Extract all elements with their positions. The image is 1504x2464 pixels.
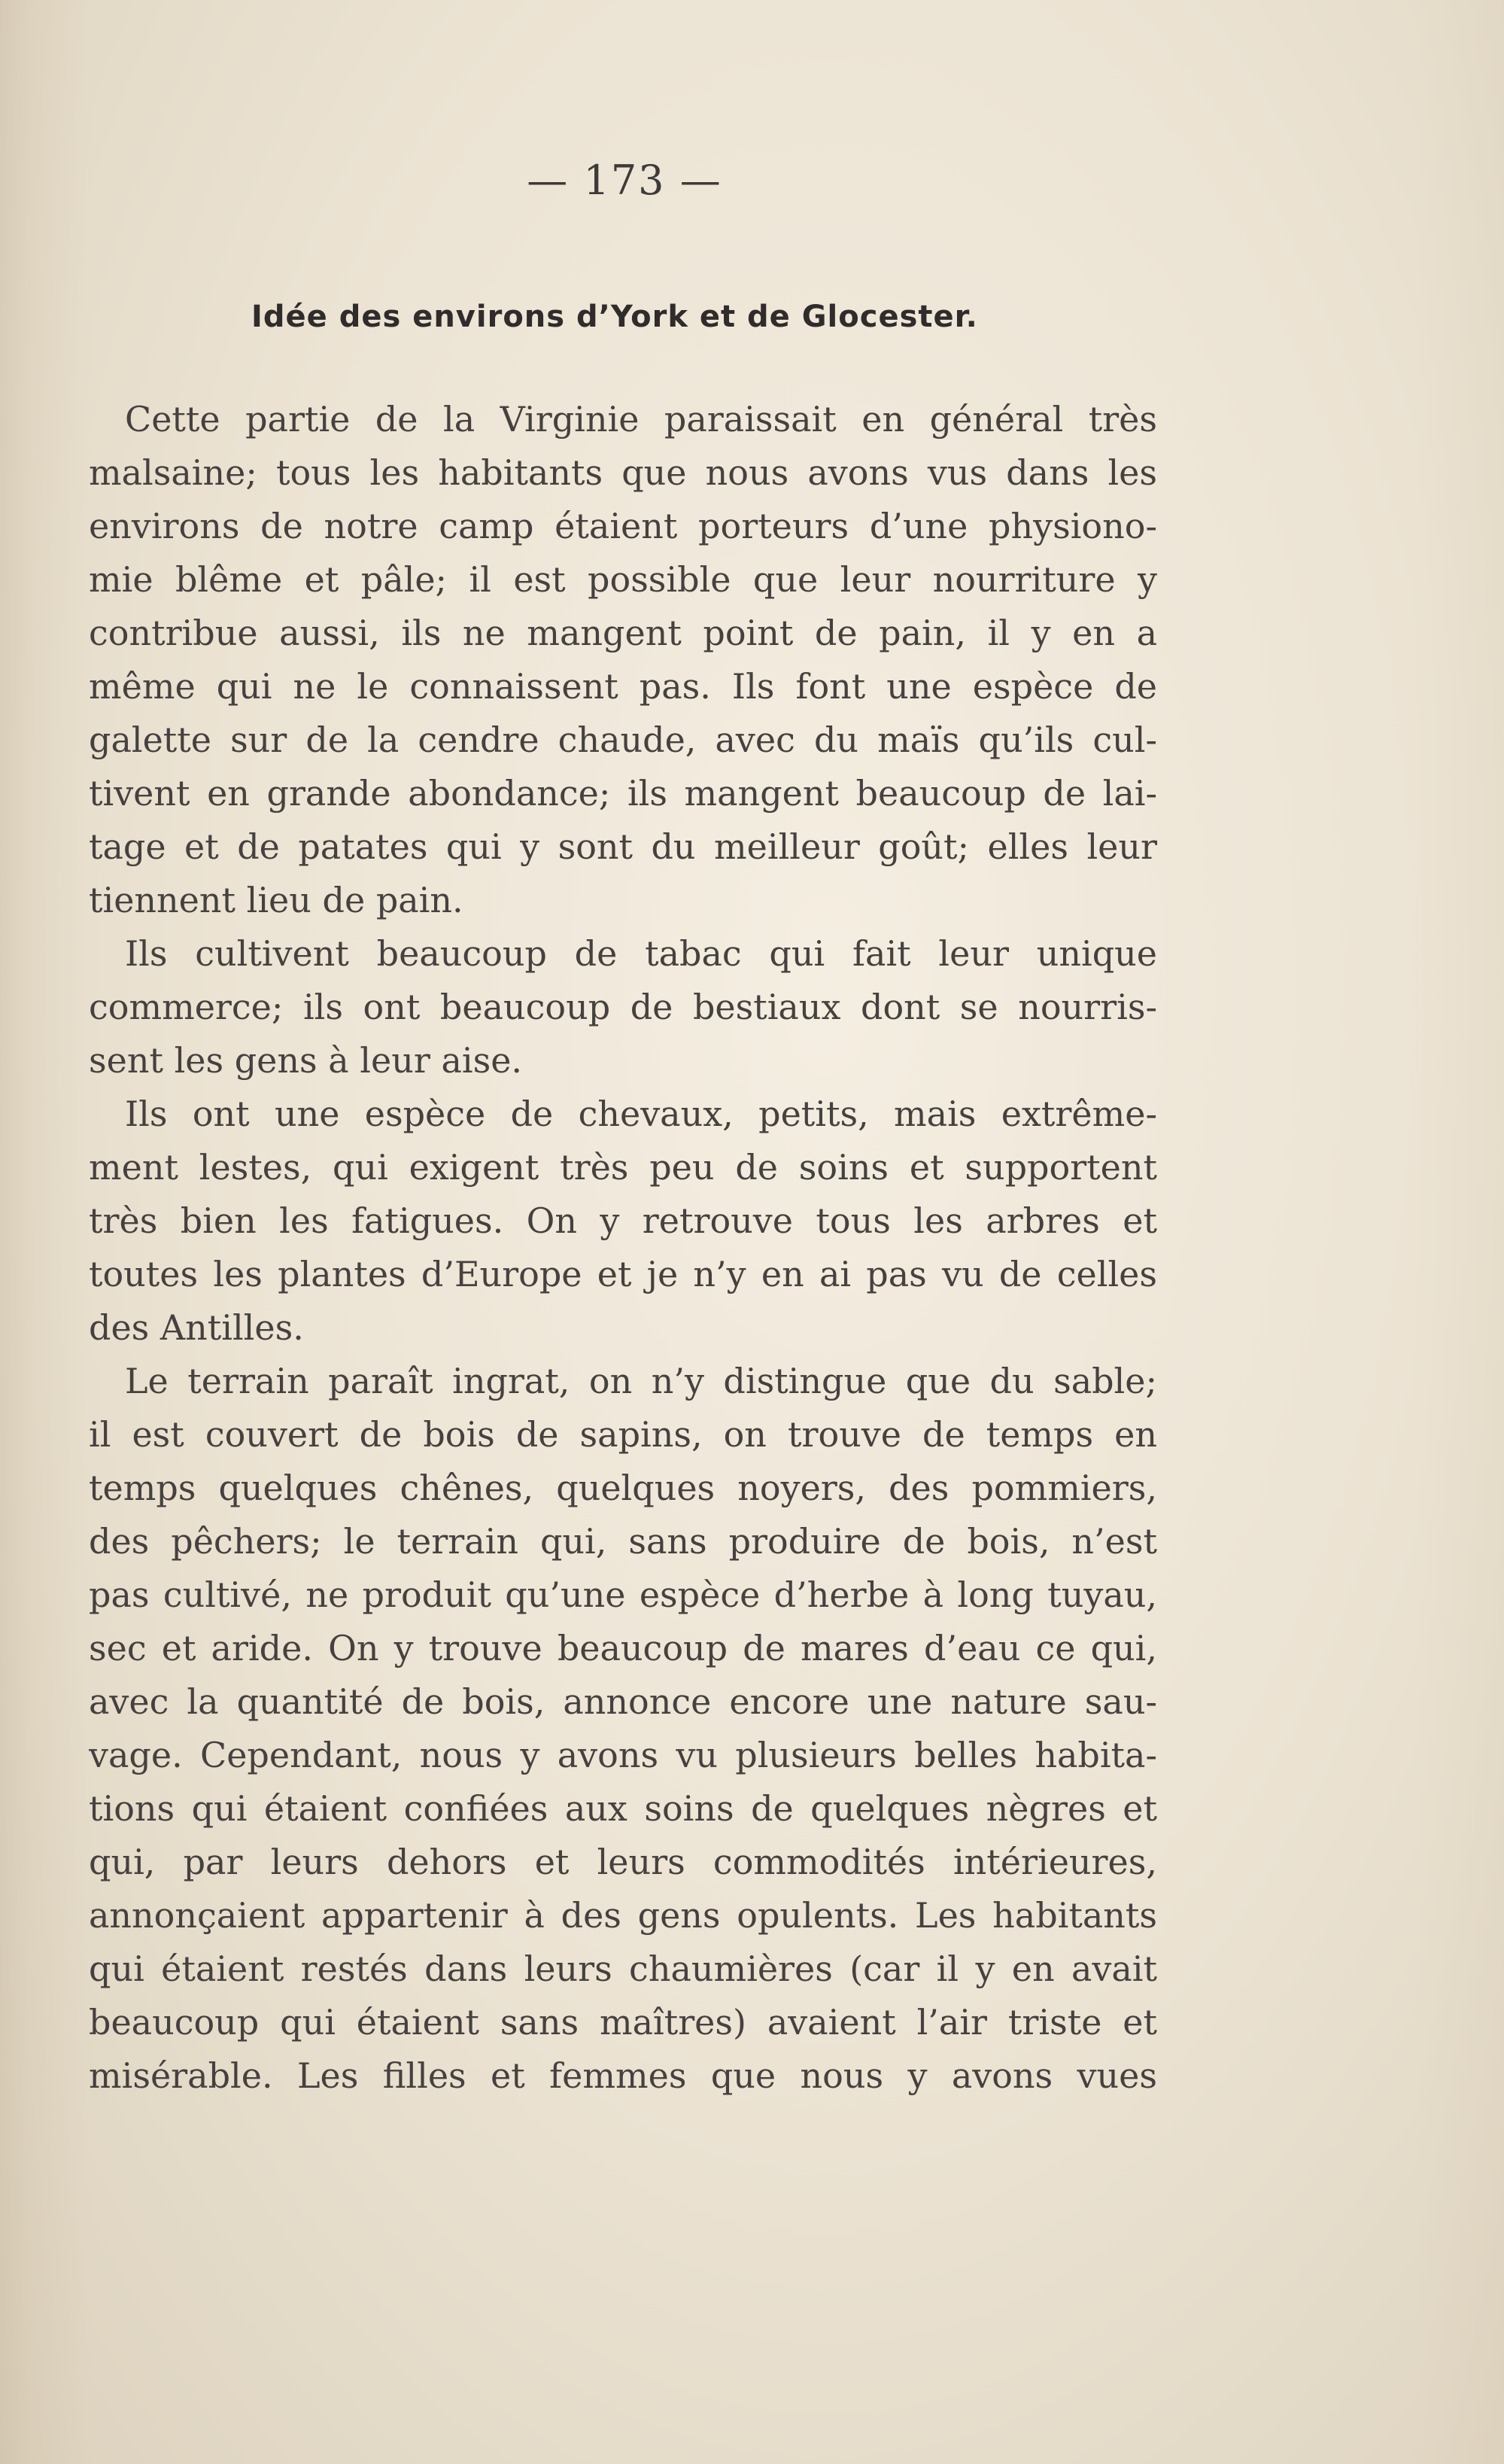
text-line: des pêchers; le terrain qui, sans produire de bois, n’est	[89, 1521, 1157, 1562]
page-number: — 173 —	[527, 157, 722, 204]
text-line: qui, par leurs dehors et leurs commodités intérieures,	[89, 1842, 1157, 1882]
text-line: tions qui étaient confiées aux soins de quelques nègres et	[89, 1788, 1157, 1829]
text-line: mie blême et pâle; il est possible que leur nourriture y	[89, 559, 1157, 600]
text-line: malsaine; tous les habitants que nous avons vus dans les	[89, 452, 1157, 493]
text-line: il est couvert de bois de sapins, on trouve de temps en	[89, 1414, 1157, 1455]
text-line: annonçaient appartenir à des gens opulents. Les habitants	[89, 1895, 1157, 1936]
text-line: qui étaient restés dans leurs chaumières (car il y en avait	[89, 1948, 1157, 1989]
text-line: très bien les fatigues. On y retrouve tous les arbres et	[89, 1200, 1157, 1241]
text-line: pas cultivé, ne produit qu’une espèce d’herbe à long tuyau,	[89, 1574, 1157, 1615]
text-line: commerce; ils ont beaucoup de bestiaux dont se nourris-	[89, 987, 1157, 1027]
text-line: Ils ont une espèce de chevaux, petits, mais extrême-	[125, 1094, 1157, 1134]
text-line: temps quelques chênes, quelques noyers, des pommiers,	[89, 1468, 1157, 1508]
text-line: même qui ne le connaissent pas. Ils font une espèce de	[89, 666, 1157, 707]
text-line: avec la quantité de bois, annonce encore une nature sau-	[89, 1681, 1157, 1722]
text-line: sec et aride. On y trouve beaucoup de mares d’eau ce qui,	[89, 1628, 1157, 1669]
text-line: beaucoup qui étaient sans maîtres) avaient l’air triste et	[89, 2002, 1157, 2043]
text-line: Ils cultivent beaucoup de tabac qui fait leur unique	[125, 933, 1157, 974]
text-line: tivent en grande abondance; ils mangent beaucoup de lai-	[89, 773, 1157, 814]
section-heading: Idée des environs d’York et de Glocester.	[251, 300, 978, 334]
body-text	[89, 393, 1157, 2103]
text-line: ment lestes, qui exigent très peu de soins et supportent	[89, 1147, 1157, 1188]
text-line: galette sur de la cendre chaude, avec du maïs qu’ils cul-	[89, 719, 1157, 760]
text-line: tiennent lieu de pain.	[89, 880, 463, 920]
text-line: des Antilles.	[89, 1307, 304, 1348]
text-line: toutes les plantes d’Europe et je n’y en ai pas vu de celles	[89, 1254, 1157, 1294]
text-line: environs de notre camp étaient porteurs d’une physiono-	[89, 506, 1157, 546]
text-line: misérable. Les filles et femmes que nous y avons vues	[89, 2055, 1157, 2096]
text-line: sent les gens à leur aise.	[89, 1040, 523, 1081]
text-line: contribue aussi, ils ne mangent point de pain, il y en a	[89, 613, 1157, 653]
text-line: Cette partie de la Virginie paraissait en général très	[125, 399, 1157, 440]
text-line: Le terrain paraît ingrat, on n’y distingue que du sable;	[125, 1361, 1157, 1401]
text-line: vage. Cependant, nous y avons vu plusieurs belles habita-	[89, 1735, 1157, 1775]
text-line: tage et de patates qui y sont du meilleur goût; elles leur	[89, 826, 1157, 867]
